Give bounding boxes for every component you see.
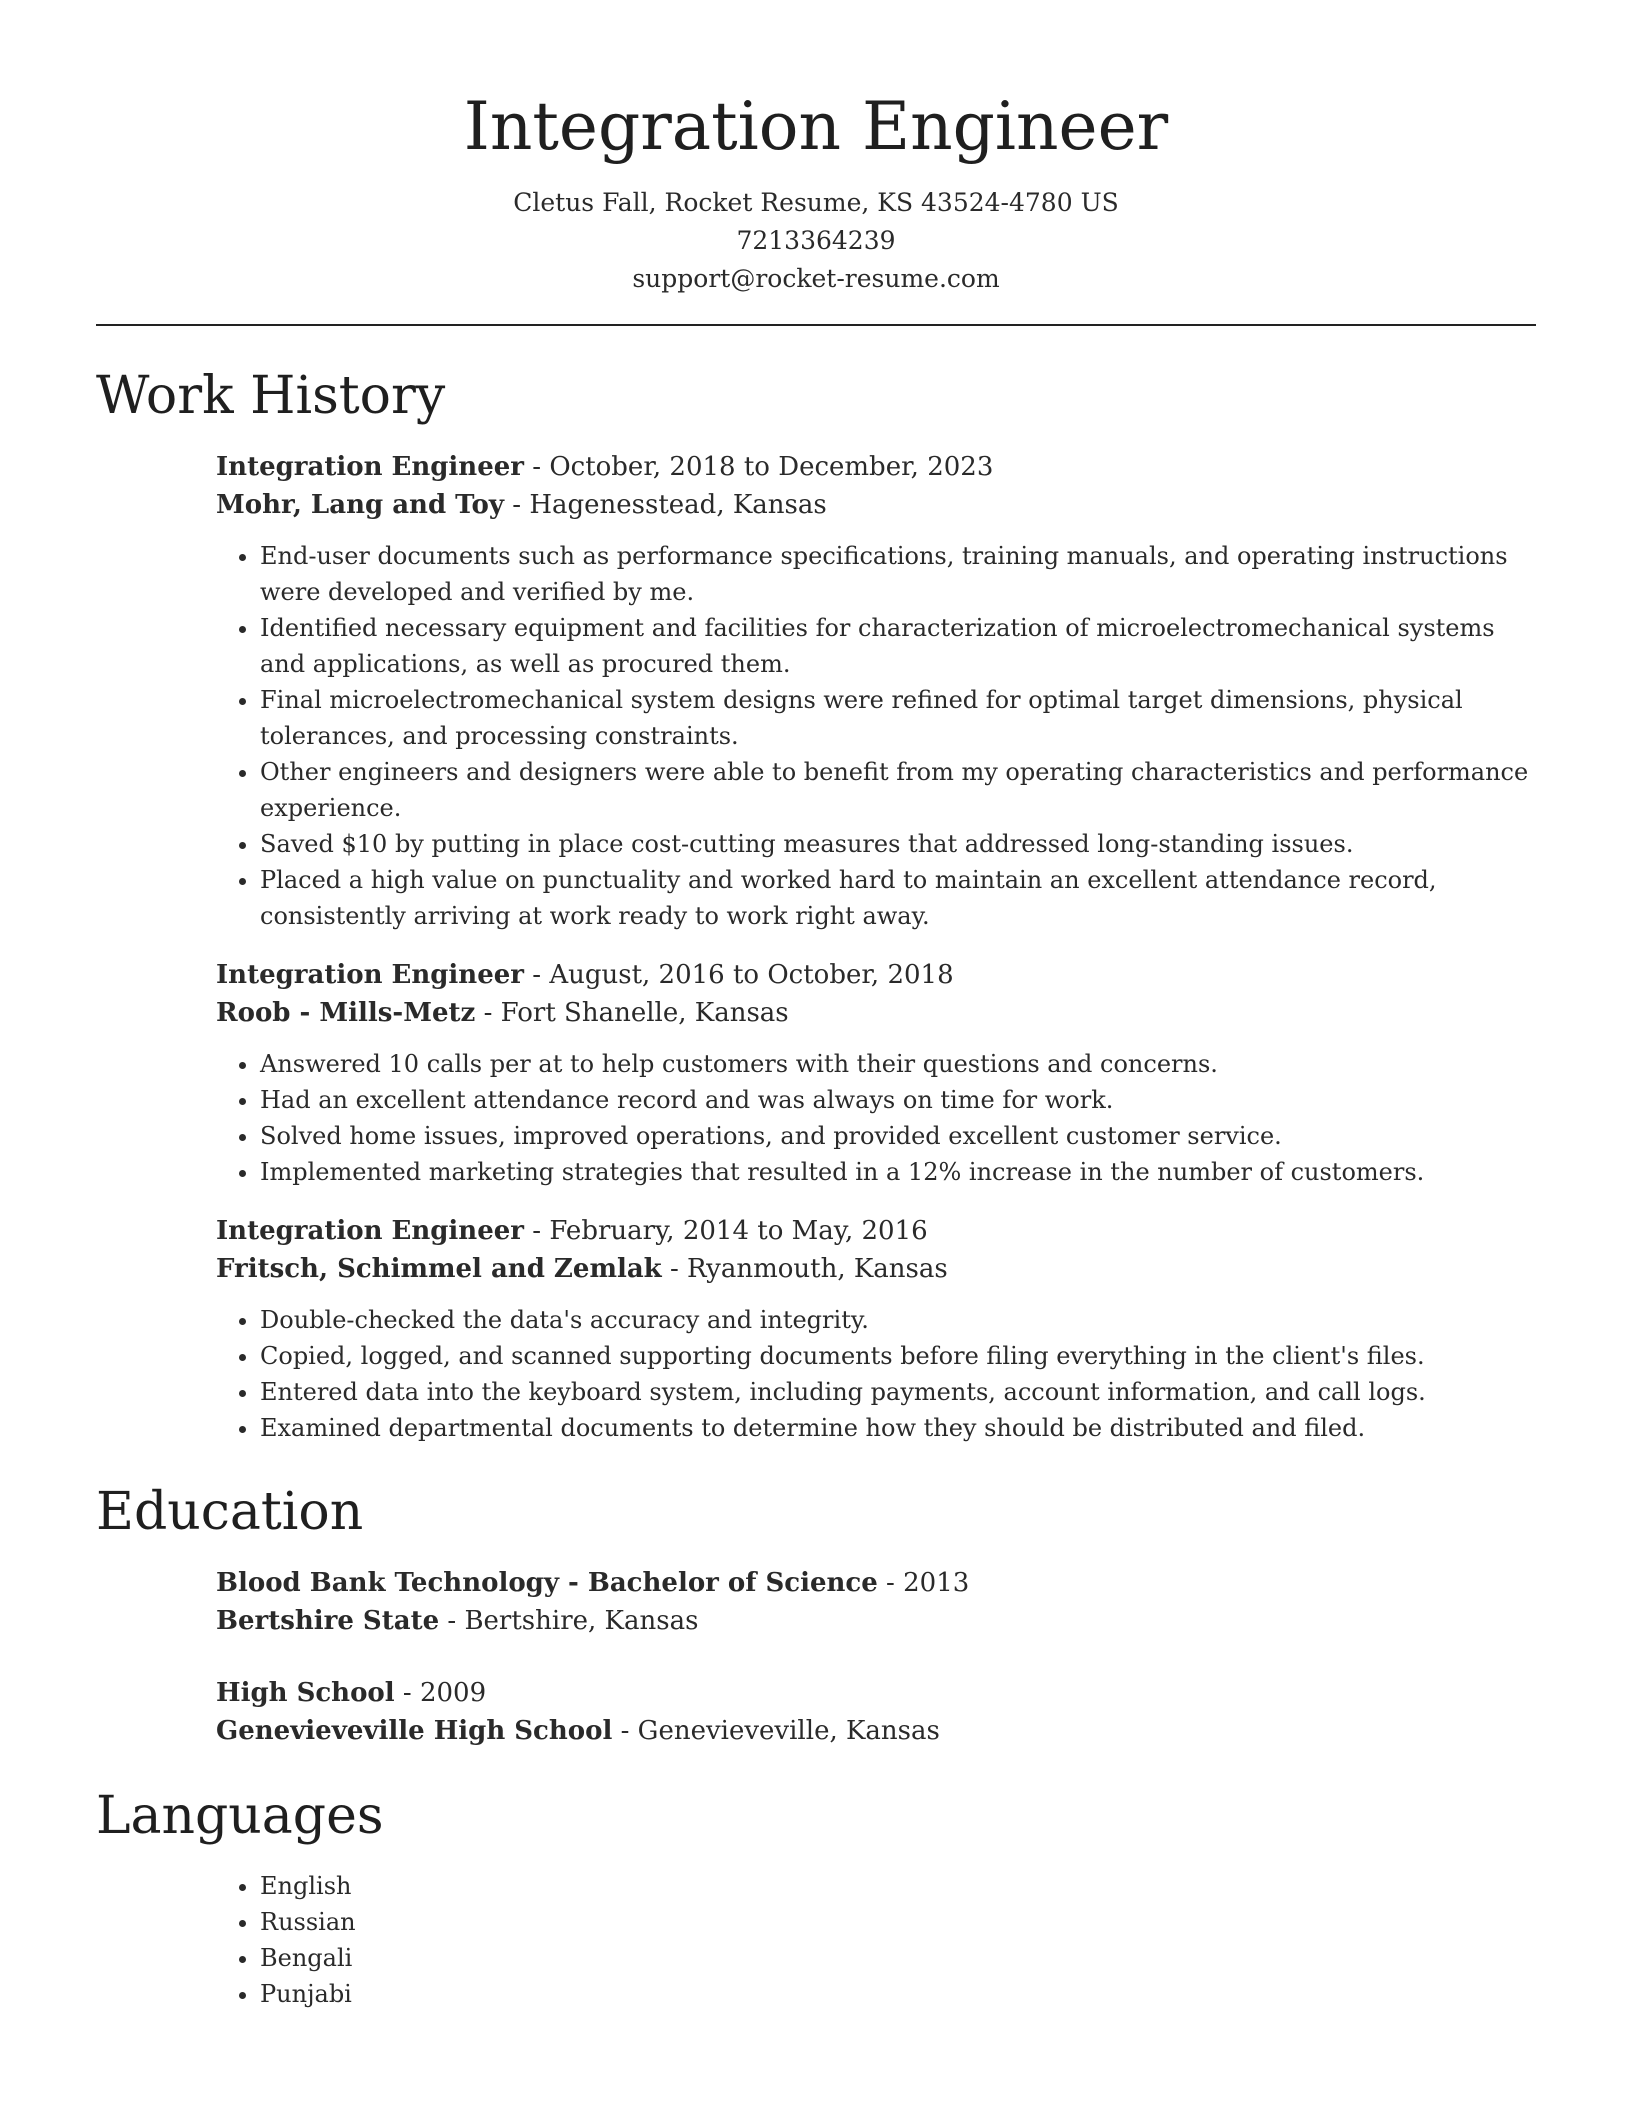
job-entry xyxy=(216,956,1536,1190)
job-bullet: • Solved home issues, improved operations, and provided excellent customer service. xyxy=(260,1118,1536,1154)
job-dates: - August, 2016 to October, 2018 xyxy=(524,960,954,990)
job-dates: - October, 2018 to December, 2023 xyxy=(524,452,994,482)
language-item: • Bengali xyxy=(260,1940,1536,1976)
language-item: • Russian xyxy=(260,1904,1536,1940)
education-degree-line xyxy=(216,1674,1536,1712)
resume-header xyxy=(96,0,1536,298)
education-location: - Genevieveville, Kansas xyxy=(612,1716,940,1746)
job-bullet: • Had an excellent attendance record and was always on time for work. xyxy=(260,1082,1536,1118)
job-bullet: • Entered data into the keyboard system, including payments, account information, and call logs. xyxy=(260,1374,1536,1410)
job-bullet: • Saved $10 by putting in place cost-cutting measures that addressed long-standing issues. xyxy=(260,826,1536,862)
job-bullet: • Answered 10 calls per at to help customers with their questions and concerns. xyxy=(260,1046,1536,1082)
job-bullet: • Double-checked the data's accuracy and integrity. xyxy=(260,1302,1536,1338)
contact-address: Cletus Fall, Rocket Resume, KS 43524-4780 US xyxy=(513,188,1119,217)
job-title-line xyxy=(216,956,1536,994)
education-school: Bertshire State xyxy=(216,1606,440,1636)
job-role: Integration Engineer xyxy=(216,960,524,990)
job-dates: - February, 2014 to May, 2016 xyxy=(524,1216,928,1246)
section-title-education: Education xyxy=(96,1482,364,1542)
job-role: Integration Engineer xyxy=(216,452,524,482)
job-company: Fritsch, Schimmel and Zemlak xyxy=(216,1254,662,1284)
education-entry xyxy=(216,1564,1536,1640)
job-title-line xyxy=(216,1212,1536,1250)
education-school: Genevieveville High School xyxy=(216,1716,613,1746)
section-title-work-history: Work History xyxy=(96,366,446,426)
education-degree: Blood Bank Technology - Bachelor of Science xyxy=(216,1568,878,1598)
job-bullet: • Identified necessary equipment and facilities for characterization of microelectromechanical systems and applications, as well as procured them. xyxy=(260,610,1536,682)
resume-name: Integration Engineer xyxy=(463,88,1169,165)
job-bullet: • Final microelectromechanical system designs were refined for optimal target dimensions, physical tolerances, and processing constraints. xyxy=(260,682,1536,754)
education-year: - 2009 xyxy=(394,1678,487,1708)
language-item: • Punjabi xyxy=(260,1976,1536,2012)
job-bullet: • End-user documents such as performance specifications, training manuals, and operating instructions were developed and verified by me. xyxy=(260,538,1536,610)
education-entry xyxy=(216,1674,1536,1750)
job-bullet: • Copied, logged, and scanned supporting documents before filing everything in the client's files. xyxy=(260,1338,1536,1374)
contact-phone: 7213364239 xyxy=(736,226,896,255)
job-company: Roob - Mills-Metz xyxy=(216,998,476,1028)
education-year: - 2013 xyxy=(877,1568,970,1598)
language-item: • English xyxy=(260,1868,1536,1904)
job-role: Integration Engineer xyxy=(216,1216,524,1246)
education-degree-line xyxy=(216,1564,1536,1602)
education-school-line xyxy=(216,1602,1536,1640)
job-location: - Ryanmouth, Kansas xyxy=(661,1254,948,1284)
job-location: - Hagenesstead, Kansas xyxy=(504,490,827,520)
job-bullet: • Implemented marketing strategies that resulted in a 12% increase in the number of customers. xyxy=(260,1154,1536,1190)
job-bullet: • Placed a high value on punctuality and worked hard to maintain an excellent attendance record, consistently arriving at work ready to work right away. xyxy=(260,862,1536,934)
contact-email: support@rocket-resume.com xyxy=(632,264,1000,293)
education-school-line xyxy=(216,1712,1536,1750)
job-company-line xyxy=(216,486,1536,524)
job-entry xyxy=(216,448,1536,934)
job-company-line xyxy=(216,1250,1536,1288)
job-location: - Fort Shanelle, Kansas xyxy=(475,998,789,1028)
contact-block xyxy=(96,184,1536,298)
job-entry xyxy=(216,1212,1536,1446)
job-company-line xyxy=(216,994,1536,1032)
job-bullets xyxy=(216,538,1536,934)
job-bullet: • Examined departmental documents to determine how they should be distributed and filed. xyxy=(260,1410,1536,1446)
section-title-languages: Languages xyxy=(96,1786,384,1846)
job-title-line xyxy=(216,448,1536,486)
languages-list xyxy=(216,1868,1536,2012)
job-bullets xyxy=(216,1046,1536,1190)
job-company: Mohr, Lang and Toy xyxy=(216,490,504,520)
job-bullets xyxy=(216,1302,1536,1446)
job-bullet: • Other engineers and designers were able to benefit from my operating characteristics and performance experience. xyxy=(260,754,1536,826)
header-divider xyxy=(96,324,1536,326)
education-degree: High School xyxy=(216,1678,395,1708)
education-location: - Bertshire, Kansas xyxy=(439,1606,699,1636)
